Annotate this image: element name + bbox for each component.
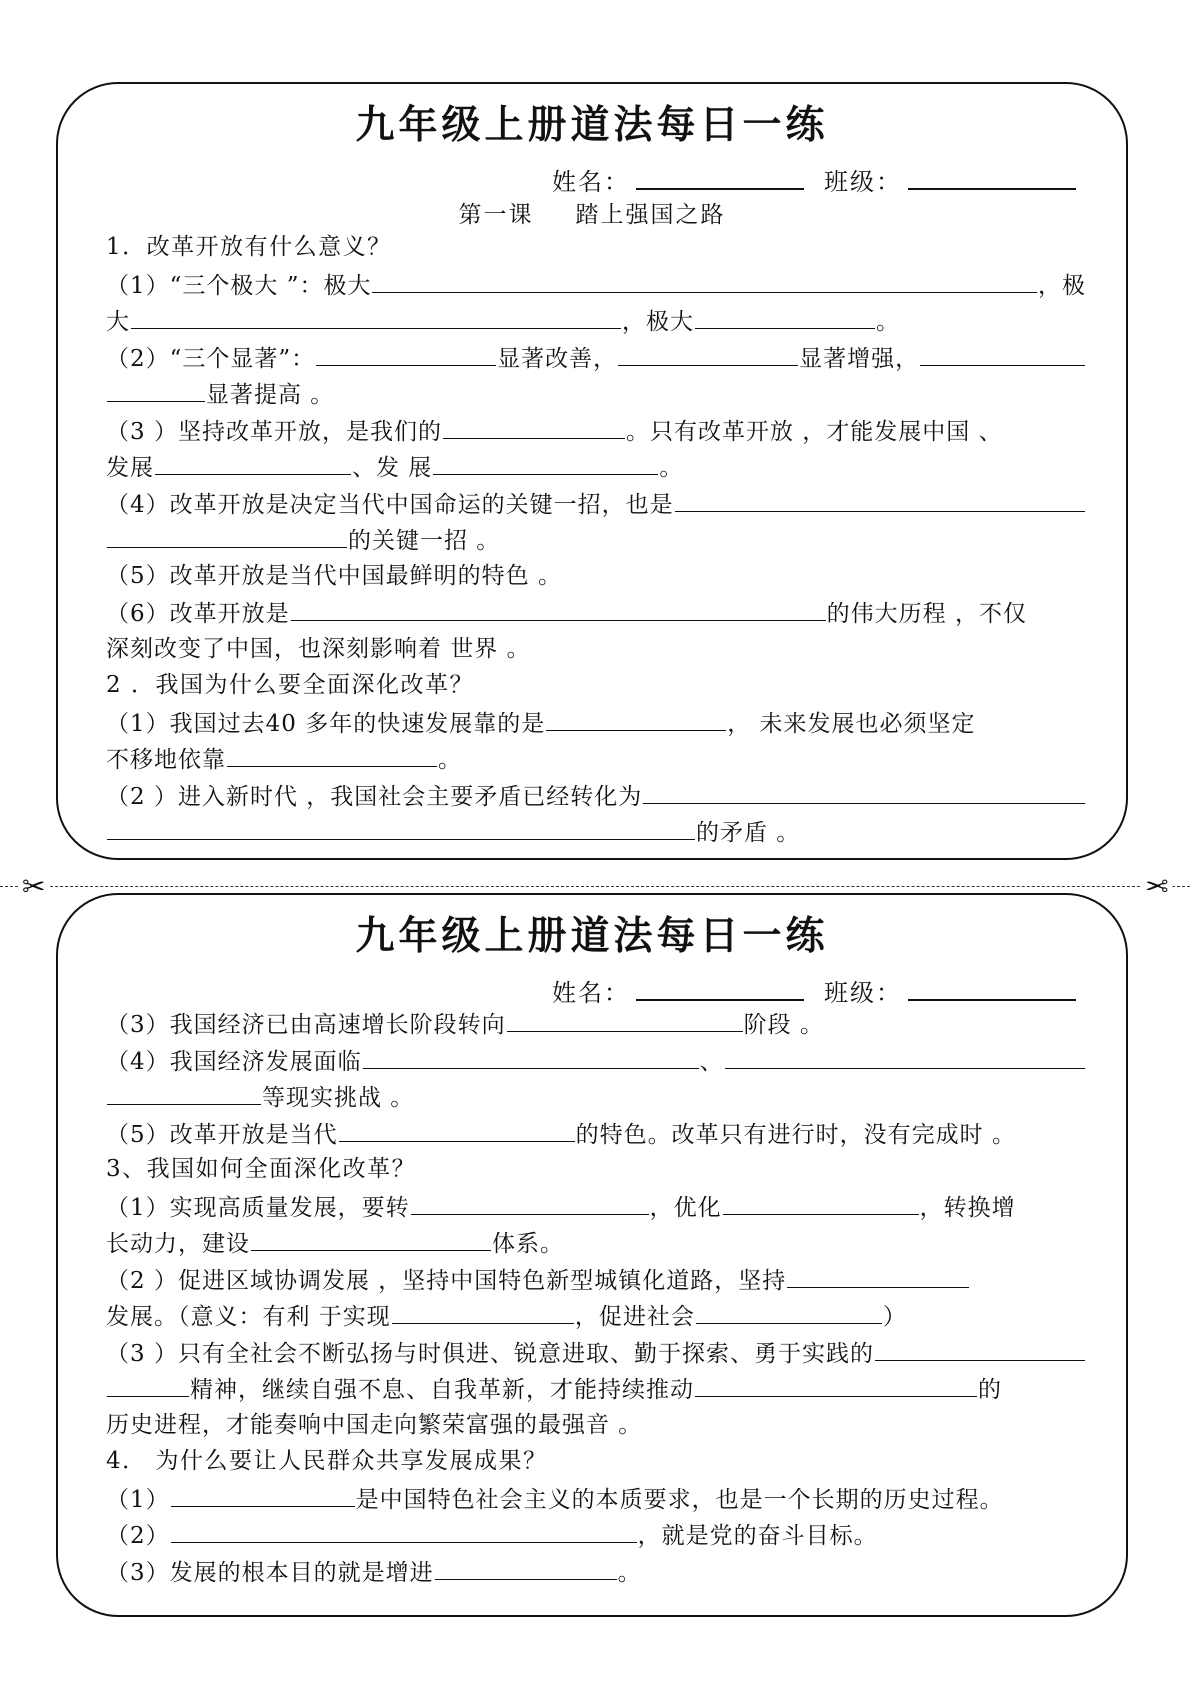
- card2-body: [106, 1005, 1086, 1589]
- item-1-2: （2）“三个显著”： 显著改善， 显著增强，: [106, 339, 1086, 376]
- worksheet-card-2: [56, 893, 1128, 1617]
- item-1-6-cont: 深刻改变了中国，也深刻影响着 世界 。: [106, 635, 531, 662]
- blank[interactable]: [372, 266, 1037, 293]
- blank[interactable]: [363, 1042, 699, 1069]
- student-info: [552, 973, 1076, 1008]
- item-3-2: （2 ）促进区域协调发展 ，坚持中国特色新型城镇化道路，坚持: [106, 1261, 1086, 1298]
- item-4-3: （3）发展的根本目的就是增进 。: [106, 1553, 1086, 1590]
- blank[interactable]: [227, 740, 437, 767]
- item-2-4-cont: 等现实挑战 。: [106, 1078, 1086, 1115]
- name-blank[interactable]: [636, 975, 804, 1001]
- item-1-1: （1）“三个极大 ”：极大 ，极: [106, 266, 1086, 303]
- lesson-number: 第一课: [458, 202, 534, 228]
- lesson-name: 踏上强国之路: [575, 202, 726, 228]
- item-2-2: （2 ）进入新时代 ，我国社会主要矛盾已经转化为: [106, 777, 1086, 814]
- blank[interactable]: [392, 1297, 574, 1324]
- page-title: 九年级上册道法每日一练: [355, 914, 829, 959]
- item-3-1-cont: 长动力，建设 体系。: [106, 1224, 1086, 1261]
- scissors-icon: ✂: [1141, 874, 1172, 900]
- item-3-2-cont: 发展。（意义：有利 于实现 ，促进社会 ）: [106, 1297, 1086, 1334]
- class-blank[interactable]: [908, 164, 1076, 190]
- item-3-3: （3 ）只有全社会不断弘扬与时俱进、锐意进取、勤于探索、勇于实践的: [106, 1334, 1086, 1371]
- blank[interactable]: [696, 1297, 882, 1324]
- blank[interactable]: [339, 1115, 575, 1142]
- page-title: 九年级上册道法每日一练: [355, 103, 829, 148]
- blank[interactable]: [107, 813, 695, 840]
- item-2-3: （3）我国经济已由高速增长阶段转向 阶段 。: [106, 1005, 1086, 1042]
- class-label: 班级：: [824, 979, 902, 1007]
- blank[interactable]: [675, 485, 1085, 512]
- student-info: [552, 162, 1076, 197]
- item-1-4-cont: 的关键一招 。: [106, 521, 1086, 558]
- blank[interactable]: [443, 412, 625, 439]
- item-1-4: （4）改革开放是决定当代中国命运的关键一招，也是: [106, 485, 1086, 522]
- blank[interactable]: [875, 1334, 1085, 1361]
- dashed-divider: [0, 886, 1190, 887]
- blank[interactable]: [107, 375, 205, 402]
- item-2-4: （4）我国经济发展面临 、: [106, 1042, 1086, 1079]
- blank[interactable]: [171, 1480, 355, 1507]
- item-2-1-cont: 不移地依靠 。: [106, 740, 1086, 777]
- blank[interactable]: [695, 1370, 977, 1397]
- name-blank[interactable]: [636, 164, 804, 190]
- blank[interactable]: [251, 1224, 491, 1251]
- blank[interactable]: [618, 339, 798, 366]
- item-3-3-cont: 精神，继续自强不息、自我革新，才能持续推动 的: [106, 1370, 1086, 1407]
- worksheet-card-1: [56, 82, 1128, 860]
- scissors-icon: ✂: [18, 874, 49, 900]
- item-1-2-cont: 显著提高 。: [106, 375, 1086, 412]
- blank[interactable]: [920, 339, 1085, 366]
- item-4-2: （2） ，就是党的奋斗目标。: [106, 1516, 1086, 1553]
- item-1-3-cont: 发展 、发 展 。: [106, 448, 1086, 485]
- blank[interactable]: [131, 302, 621, 329]
- question-4-heading: 4． 为什么要让人民群众共享发展成果？: [106, 1448, 548, 1474]
- blank[interactable]: [787, 1261, 969, 1288]
- item-3-3-end: 历史进程，才能奏响中国走向繁荣富强的最强音 。: [106, 1411, 643, 1438]
- item-1-1-cont: 大 ，极大 。: [106, 302, 1086, 339]
- item-2-5: （5）改革开放是当代 的特色。改革只有进行时，没有完成时 。: [106, 1115, 1086, 1152]
- item-1-3: （3 ）坚持改革开放，是我们的 。只有改革开放 ，才能发展中国 、: [106, 412, 1086, 449]
- blank[interactable]: [411, 1188, 649, 1215]
- blank[interactable]: [507, 1005, 743, 1032]
- question-1-heading: 1．改革开放有什么意义？: [106, 234, 392, 260]
- blank[interactable]: [643, 777, 1085, 804]
- blank[interactable]: [433, 448, 658, 475]
- blank[interactable]: [107, 1370, 189, 1397]
- class-label: 班级：: [824, 168, 902, 196]
- question-2-heading: 2 ．我国为什么要全面深化改革？: [106, 672, 474, 698]
- blank[interactable]: [435, 1553, 617, 1580]
- blank[interactable]: [695, 302, 875, 329]
- item-2-2-cont: 的矛盾 。: [106, 813, 1086, 850]
- blank[interactable]: [546, 704, 726, 731]
- blank[interactable]: [723, 1188, 919, 1215]
- card1-body: [106, 229, 1086, 850]
- blank[interactable]: [155, 448, 351, 475]
- item-4-1: （1） 是中国特色社会主义的本质要求，也是一个长期的历史过程。: [106, 1480, 1086, 1517]
- question-3-heading: 3、我国如何全面深化改革？: [106, 1156, 417, 1182]
- lesson-heading: [58, 196, 1126, 229]
- class-blank[interactable]: [908, 975, 1076, 1001]
- blank[interactable]: [171, 1516, 637, 1543]
- item-1-5: （5）改革开放是当代中国最鲜明的特色 。: [106, 562, 562, 589]
- name-label: 姓名：: [552, 168, 630, 196]
- blank[interactable]: [291, 594, 826, 621]
- item-2-1: （1）我国过去40 多年的快速发展靠的是 ， 未来发展也必须坚定: [106, 704, 1086, 741]
- item-3-1: （1）实现高质量发展，要转 ，优化 ，转换增: [106, 1188, 1086, 1225]
- item-1-6: （6）改革开放是 的伟大历程 ，不仅: [106, 594, 1086, 631]
- name-label: 姓名：: [552, 979, 630, 1007]
- blank[interactable]: [107, 1078, 261, 1105]
- blank[interactable]: [316, 339, 496, 366]
- blank[interactable]: [725, 1042, 1085, 1069]
- blank[interactable]: [107, 521, 347, 548]
